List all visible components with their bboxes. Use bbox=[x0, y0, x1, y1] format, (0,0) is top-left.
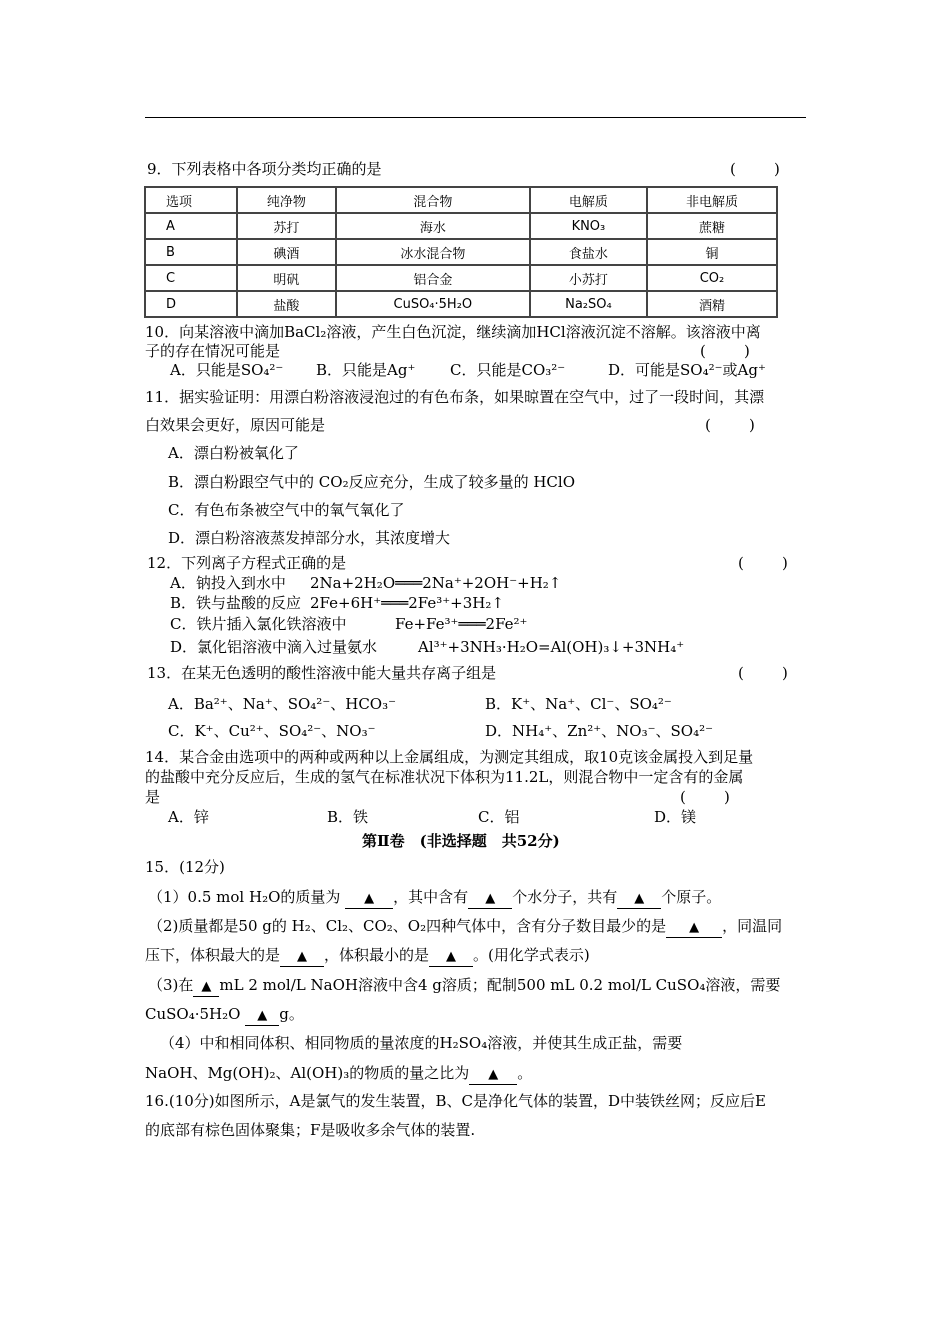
table-cell: 铝合金 bbox=[336, 265, 530, 291]
table-header-cell: 纯净物 bbox=[237, 187, 336, 213]
q15-part2-line1 bbox=[148, 917, 782, 938]
table-cell: 苏打 bbox=[237, 213, 336, 239]
q14-option-b: B．铁 bbox=[327, 808, 369, 826]
table-header-cell: 非电解质 bbox=[647, 187, 777, 213]
q15-part2-text: 。(用化学式表示) bbox=[473, 946, 590, 964]
q12-option-b-equation: 2Fe+6H⁺═══2Fe³⁺+3H₂↑ bbox=[310, 594, 504, 612]
triangle-marker: ▲ bbox=[297, 949, 308, 964]
table-header-cell: 电解质 bbox=[530, 187, 647, 213]
table-header-row bbox=[145, 187, 777, 213]
table-cell: D bbox=[145, 291, 237, 317]
table-cell: 海水 bbox=[336, 213, 530, 239]
q15-part1 bbox=[148, 888, 721, 909]
q10-option-c: C．只能是CO₃²⁻ bbox=[450, 361, 566, 379]
table-row bbox=[145, 239, 777, 265]
q10-option-b: B．只能是Ag⁺ bbox=[316, 361, 416, 379]
q12-option-b-label: B．铁与盐酸的反应 bbox=[170, 594, 302, 612]
q13-option-a: A．Ba²⁺、Na⁺、SO₄²⁻、HCO₃⁻ bbox=[168, 695, 397, 713]
table-row bbox=[145, 265, 777, 291]
answer-blank[interactable] bbox=[280, 946, 324, 967]
q15-part3-text: mL 2 mol/L NaOH溶液中含4 g溶质；配制500 mL 0.2 mol/L CuSO₄溶液，需要 bbox=[219, 976, 781, 994]
q13-option-c: C．K⁺、Cu²⁺、SO₄²⁻、NO₃⁻ bbox=[168, 722, 376, 740]
q11-option-b: B．漂白粉跟空气中的 CO₂反应充分，生成了较多量的 HClO bbox=[168, 473, 576, 491]
table-cell: 盐酸 bbox=[237, 291, 336, 317]
answer-blank[interactable] bbox=[429, 946, 473, 967]
table-cell: 食盐水 bbox=[530, 239, 647, 265]
triangle-marker: ▲ bbox=[634, 891, 645, 906]
q15-part2-text: ，体积最小的是 bbox=[324, 946, 430, 964]
table-cell: 碘酒 bbox=[237, 239, 336, 265]
q10-answer-paren: ( ) bbox=[700, 342, 750, 360]
section-title: 第Ⅱ卷 (非选择题 共52分) bbox=[362, 832, 560, 850]
q14-line2: 的盐酸中充分反应后，生成的氢气在标准状况下体积为11.2L，则混合物中一定含有的金属 bbox=[145, 768, 744, 786]
table-header-cell: 混合物 bbox=[336, 187, 530, 213]
q9-answer-paren: ( ) bbox=[730, 160, 780, 178]
q13-answer-paren: ( ) bbox=[738, 664, 788, 682]
answer-blank[interactable] bbox=[666, 917, 722, 938]
table-cell: B bbox=[145, 239, 237, 265]
q11-line2: 白效果会更好，原因可能是 bbox=[145, 416, 326, 434]
triangle-marker: ▲ bbox=[201, 979, 212, 994]
answer-blank[interactable] bbox=[617, 888, 661, 909]
answer-blank[interactable] bbox=[245, 1005, 279, 1026]
answer-blank[interactable] bbox=[193, 976, 219, 997]
answer-blank[interactable] bbox=[468, 888, 512, 909]
q15-part3-text: g。 bbox=[279, 1005, 304, 1023]
q14-line1: 14．某合金由选项中的两种或两种以上金属组成，为测定其组成，取10克该金属投入到足量 bbox=[145, 748, 754, 766]
q13-stem: 13．在某无色透明的酸性溶液中能大量共存离子组是 bbox=[147, 664, 497, 682]
q15-part4-text: 。 bbox=[517, 1064, 533, 1082]
q11-answer-paren: ( ) bbox=[705, 416, 755, 434]
q11-option-d: D．漂白粉溶液蒸发掉部分水，其浓度增大 bbox=[168, 529, 451, 547]
q15-part4-line2 bbox=[145, 1064, 532, 1085]
q11-line1: 11．据实验证明：用漂白粉溶液浸泡过的有色布条，如果晾置在空气中，过了一段时间，其漂 bbox=[145, 388, 765, 406]
q14-answer-paren: ( ) bbox=[680, 788, 730, 806]
q10-line2: 子的存在情况可能是 bbox=[145, 342, 281, 360]
q12-answer-paren: ( ) bbox=[738, 554, 788, 572]
q15-part3-line1 bbox=[148, 976, 780, 997]
q14-line3: 是 bbox=[145, 788, 161, 806]
table-cell: 蔗糖 bbox=[647, 213, 777, 239]
table-cell: 明矾 bbox=[237, 265, 336, 291]
q12-stem: 12．下列离子方程式正确的是 bbox=[147, 554, 347, 572]
table-row bbox=[145, 291, 777, 317]
table-cell: C bbox=[145, 265, 237, 291]
q14-option-a: A．锌 bbox=[168, 808, 209, 826]
q15-part1-text: 个水分子，共有 bbox=[512, 888, 618, 906]
triangle-marker: ▲ bbox=[446, 949, 457, 964]
table-cell: 酒精 bbox=[647, 291, 777, 317]
q16-line1: 16.(10分)如图所示，A是氯气的发生装置，B、C是净化气体的装置，D中装铁丝网；反应后E bbox=[145, 1092, 766, 1110]
header-rule bbox=[145, 117, 806, 118]
triangle-marker: ▲ bbox=[364, 891, 375, 906]
q10-line1: 10．向某溶液中滴加BaCl₂溶液，产生白色沉淀，继续滴加HCl溶液沉淀不溶解。该溶液中离 bbox=[145, 323, 761, 341]
q15-part3-text: CuSO₄·5H₂O bbox=[145, 1005, 241, 1023]
q9-stem: 9．下列表格中各项分类均正确的是 bbox=[147, 160, 382, 178]
q10-option-d: D．可能是SO₄²⁻或Ag⁺ bbox=[608, 361, 766, 379]
answer-blank[interactable] bbox=[469, 1064, 517, 1085]
q15-part4-line1: （4）中和相同体积、相同物质的量浓度的H₂SO₄溶液，并使其生成正盐，需要 bbox=[160, 1034, 683, 1052]
q12-option-d-equation: Al³⁺+3NH₃·H₂O=Al(OH)₃↓+3NH₄⁺ bbox=[418, 638, 685, 656]
table-cell: 小苏打 bbox=[530, 265, 647, 291]
q10-option-a: A．只能是SO₄²⁻ bbox=[170, 361, 284, 379]
q15-part4-text: NaOH、Mg(OH)₂、Al(OH)₃的物质的量之比为 bbox=[145, 1064, 470, 1082]
q11-option-c: C．有色布条被空气中的氧气氧化了 bbox=[168, 501, 405, 519]
q15-part2-text: 压下，体积最大的是 bbox=[145, 946, 281, 964]
answer-blank[interactable] bbox=[345, 888, 393, 909]
triangle-marker: ▲ bbox=[485, 891, 496, 906]
q15-part1-text: （1）0.5 mol H₂O的质量为 bbox=[148, 888, 341, 906]
table-row bbox=[145, 213, 777, 239]
q12-option-a-equation: 2Na+2H₂O═══2Na⁺+2OH⁻+H₂↑ bbox=[310, 574, 562, 592]
triangle-marker: ▲ bbox=[257, 1008, 268, 1023]
q16-line2: 的底部有棕色固体聚集；F是吸收多余气体的装置. bbox=[145, 1121, 476, 1139]
q12-option-c-equation: Fe+Fe³⁺═══2Fe²⁺ bbox=[395, 615, 528, 633]
q15-part3-text: （3)在 bbox=[148, 976, 194, 994]
table-cell: A bbox=[145, 213, 237, 239]
q12-option-a-label: A．钠投入到水中 bbox=[170, 574, 286, 592]
triangle-marker: ▲ bbox=[689, 920, 700, 935]
q15-part2-text: ，同温同 bbox=[722, 917, 783, 935]
q15-part2-text: （2)质量都是50 g的 H₂、Cl₂、CO₂、O₂四种气体中，含有分子数目最少的是 bbox=[148, 917, 667, 935]
q15-part1-text: 个原子。 bbox=[661, 888, 722, 906]
q13-option-d: D．NH₄⁺、Zn²⁺、NO₃⁻、SO₄²⁻ bbox=[485, 722, 714, 740]
q14-option-d: D．镁 bbox=[654, 808, 697, 826]
table-cell: CuSO₄·5H₂O bbox=[336, 291, 530, 317]
table-cell: CO₂ bbox=[647, 265, 777, 291]
table-header-cell: 选项 bbox=[145, 187, 237, 213]
q12-option-c-label: C．铁片插入氯化铁溶液中 bbox=[170, 615, 347, 633]
table-cell: 冰水混合物 bbox=[336, 239, 530, 265]
q14-option-c: C．铝 bbox=[478, 808, 520, 826]
q15-part3-line2 bbox=[145, 1005, 304, 1026]
q12-option-d-label: D．氯化铝溶液中滴入过量氨水 bbox=[170, 638, 378, 656]
table-cell: 铜 bbox=[647, 239, 777, 265]
q11-option-a: A．漂白粉被氧化了 bbox=[168, 444, 299, 462]
q13-option-b: B．K⁺、Na⁺、Cl⁻、SO₄²⁻ bbox=[485, 695, 672, 713]
q15-head: 15．(12分) bbox=[145, 858, 225, 876]
table-cell: Na₂SO₄ bbox=[530, 291, 647, 317]
q15-part1-text: ，其中含有 bbox=[393, 888, 469, 906]
table-cell: KNO₃ bbox=[530, 213, 647, 239]
classification-table bbox=[144, 186, 778, 318]
triangle-marker: ▲ bbox=[488, 1067, 499, 1082]
q15-part2-line2 bbox=[145, 946, 590, 967]
